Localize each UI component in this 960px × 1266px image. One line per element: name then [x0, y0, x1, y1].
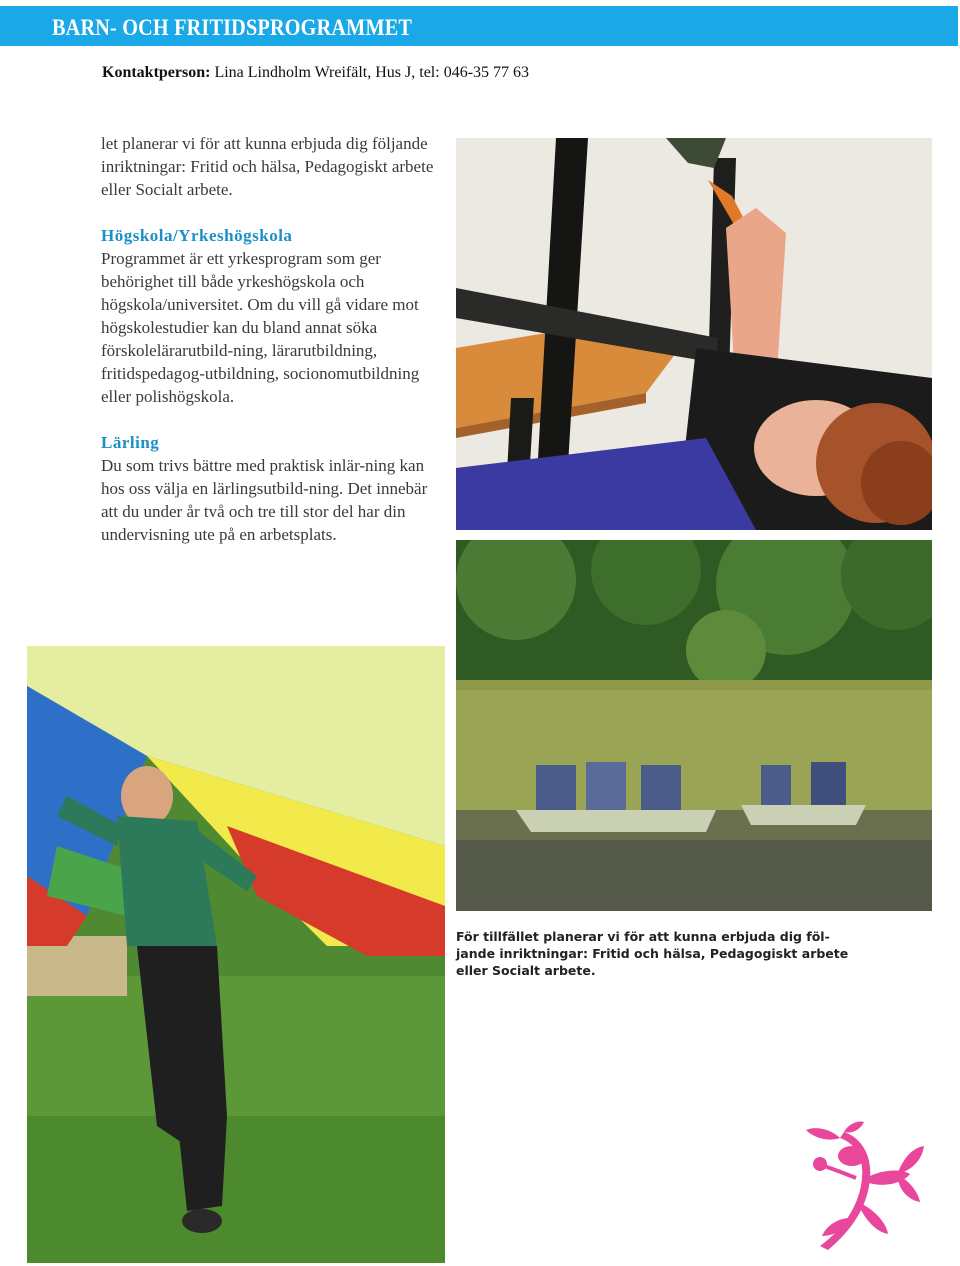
flower-ornament-icon	[800, 1118, 930, 1250]
contact-label: Kontaktperson:	[102, 64, 211, 81]
photo-parachute-play	[27, 646, 445, 1263]
contact-line	[102, 64, 529, 82]
intro-paragraph: let planerar vi för att kunna erbjuda dig följande inriktningar: Fritid och hälsa, Pedagogiskt arbete eller Socialt arbete.	[101, 134, 434, 199]
contact-value: Lina Lindholm Wreifält, Hus J, tel: 046-35 77 63	[214, 64, 530, 81]
section-body: Programmet är ett yrkesprogram som ger behörighet till både yrkeshögskola och högskola/universitet. Om du vill gå vidare mot högskolestudier kan du bland annat söka förskolelärarutbild-ning, lärarutbildning, fritidspedagog-utbildning, socionomutbildning eller polishögskola.	[101, 249, 420, 406]
section-larling	[101, 431, 436, 546]
section-hogskola	[101, 224, 436, 408]
header-bar	[0, 6, 958, 46]
section-heading: Högskola/Yrkeshögskola	[101, 226, 293, 245]
section-body: Du som trivs bättre med praktisk inlär-ning kan hos oss välja en lärlingsutbild-ning. Det innebär att du under år två och tre till stor del har din undervisning ute på en arbetsplats.	[101, 456, 428, 544]
photo-caption: För tillfället planerar vi för att kunna erbjuda dig föl-jande inriktningar: Fritid och hälsa, Pedagogiskt arbete eller Socialt arbete.	[456, 929, 849, 978]
photo-canoes-lake	[456, 540, 932, 911]
section-heading: Lärling	[101, 433, 160, 452]
page-title: BARN- OCH FRITIDSPROGRAMMET	[52, 15, 413, 40]
text-column	[101, 132, 436, 546]
photo-painting-chair	[456, 138, 932, 530]
